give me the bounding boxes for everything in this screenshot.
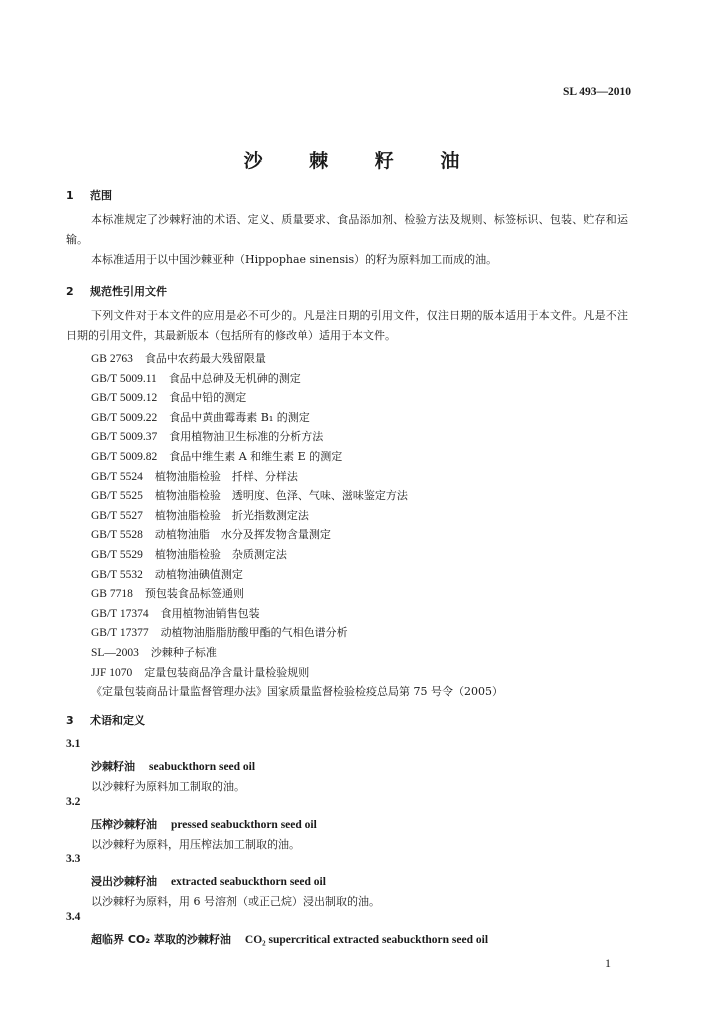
reference-item xyxy=(91,585,244,601)
term-definition: 以沙棘籽为原料加工制取的油。 xyxy=(91,780,245,793)
term-number: 3.2 xyxy=(66,796,81,808)
term-chinese: 超临界 CO₂ 萃取的沙棘籽油 xyxy=(91,933,231,946)
reference-title: 植物油脂检验 透明度、色泽、气味、滋味鉴定方法 xyxy=(154,489,408,503)
term-entry xyxy=(91,816,317,832)
term-entry xyxy=(91,931,488,947)
reference-title: 食品中铅的测定 xyxy=(169,391,247,405)
reference-item xyxy=(91,507,309,523)
reference-code: GB/T 17377 xyxy=(91,627,149,640)
standard-code: SL 493—2010 xyxy=(562,86,631,98)
reference-code: GB/T 5009.22 xyxy=(91,411,158,424)
section-title: 术语和定义 xyxy=(90,714,145,727)
reference-title: 食用植物油卫生标准的分析方法 xyxy=(169,430,324,444)
reference-item xyxy=(91,526,331,542)
reference-item xyxy=(91,409,310,425)
term-definition: 以沙棘籽为原料，用压榨法加工制取的油。 xyxy=(91,838,300,851)
term-chinese: 压榨沙棘籽油 xyxy=(91,818,157,831)
reference-item xyxy=(91,624,348,640)
reference-item xyxy=(91,546,287,562)
reference-code: GB/T 5009.82 xyxy=(91,451,158,463)
section-3-heading xyxy=(66,712,145,728)
term-english: CO₂ supercritical extracted seabuckthorn seed oil xyxy=(244,934,489,946)
section-number: 2 xyxy=(66,285,74,298)
reference-item xyxy=(91,389,246,405)
reference-code: GB 2763 xyxy=(91,353,133,365)
section-number: 1 xyxy=(66,189,74,202)
reference-title: 食品中农药最大残留限量 xyxy=(144,352,266,365)
reference-title: 食品中维生素 A 和维生素 E 的测定 xyxy=(169,450,343,463)
reference-title: 植物油脂检验 杂质测定法 xyxy=(154,548,287,561)
term-chinese: 浸出沙棘籽油 xyxy=(91,875,157,888)
section-1-paragraph-1: 本标准规定了沙棘籽油的术语、定义、质量要求、食品添加剂、检验方法及规则、标签标识、包装、贮存和运输。 xyxy=(66,213,628,246)
term-english: seabuckthorn seed oil xyxy=(149,761,256,773)
term-english: extracted seabuckthorn seed oil xyxy=(171,876,326,888)
section-1-heading xyxy=(66,187,112,203)
term-number: 3.4 xyxy=(66,911,81,923)
reference-title: 沙棘种子标准 xyxy=(150,646,217,659)
term-number: 3.3 xyxy=(66,853,81,865)
reference-code: GB/T 5528 xyxy=(91,529,143,542)
term-entry xyxy=(91,758,255,774)
term-definition: 以沙棘籽为原料，用 6 号溶剂（或正己烷）浸出制取的油。 xyxy=(91,895,380,908)
page-number: 1 xyxy=(605,956,611,970)
reference-code: GB/T 5524 xyxy=(91,470,143,483)
reference-item xyxy=(91,605,260,621)
reference-item xyxy=(91,644,217,660)
reference-title: 植物油脂检验 折光指数测定法 xyxy=(154,508,309,522)
reference-title: 食品中黄曲霉毒素 B₁ 的测定 xyxy=(169,410,310,424)
reference-title: 定量包装商品净含量计量检验规则 xyxy=(144,665,310,679)
reference-title: 食品中总砷及无机砷的测定 xyxy=(168,371,301,385)
reference-title: 植物油脂检验 扦样、分样法 xyxy=(154,469,298,483)
reference-code: GB/T 17374 xyxy=(91,607,149,620)
reference-title: 动植物油碘值测定 xyxy=(154,567,243,581)
reference-code: JJF 1070 xyxy=(91,666,133,679)
reference-item xyxy=(91,428,323,444)
reference-item xyxy=(91,370,301,386)
reference-code: SL—2003 xyxy=(91,647,139,659)
reference-code: GB/T 5009.12 xyxy=(91,392,158,405)
reference-item xyxy=(91,468,298,484)
reference-title: 动植物油脂脂肪酸甲酯的气相色谱分析 xyxy=(160,626,348,640)
reference-code: GB/T 5532 xyxy=(91,568,143,581)
reference-code: GB/T 5009.11 xyxy=(91,372,157,385)
reference-code: GB/T 5009.37 xyxy=(91,431,158,444)
term-number: 3.1 xyxy=(66,738,81,750)
section-1-paragraph-2: 本标准适用于以中国沙棘亚种（Hippophae sinensis）的籽为原料加工而成的油。 xyxy=(91,253,498,266)
reference-item xyxy=(91,448,342,464)
term-english: pressed seabuckthorn seed oil xyxy=(171,819,317,831)
reference-title: 食用植物油销售包装 xyxy=(160,606,260,620)
reference-code: GB 7718 xyxy=(91,588,133,601)
section-number: 3 xyxy=(66,714,74,727)
term-chinese: 沙棘籽油 xyxy=(91,760,135,773)
reference-title: 预包装食品标签通则 xyxy=(144,587,244,601)
term-entry xyxy=(91,873,326,889)
document-title: 沙 棘 籽 油 xyxy=(243,150,480,172)
reference-title: 动植物油脂 水分及挥发物含量测定 xyxy=(154,528,331,542)
section-title: 范围 xyxy=(90,189,112,202)
reference-item xyxy=(91,566,243,582)
reference-code: GB/T 5527 xyxy=(91,509,143,522)
section-title: 规范性引用文件 xyxy=(90,285,167,298)
reference-regulation: 《定量包装商品计量监督管理办法》国家质量监督检验检疫总局第 75 号令（2005） xyxy=(91,685,503,698)
reference-item xyxy=(91,664,309,680)
reference-code: GB/T 5525 xyxy=(91,490,143,503)
section-2-intro: 下列文件对于本文件的应用是必不可少的。凡是注日期的引用文件，仅注日期的版本适用于本文件。凡是不注日期的引用文件，其最新版本（包括所有的修改单）适用于本文件。 xyxy=(66,309,628,342)
reference-item xyxy=(91,350,266,366)
reference-item xyxy=(91,487,408,503)
reference-code: GB/T 5529 xyxy=(91,549,143,561)
section-2-heading xyxy=(66,283,167,299)
